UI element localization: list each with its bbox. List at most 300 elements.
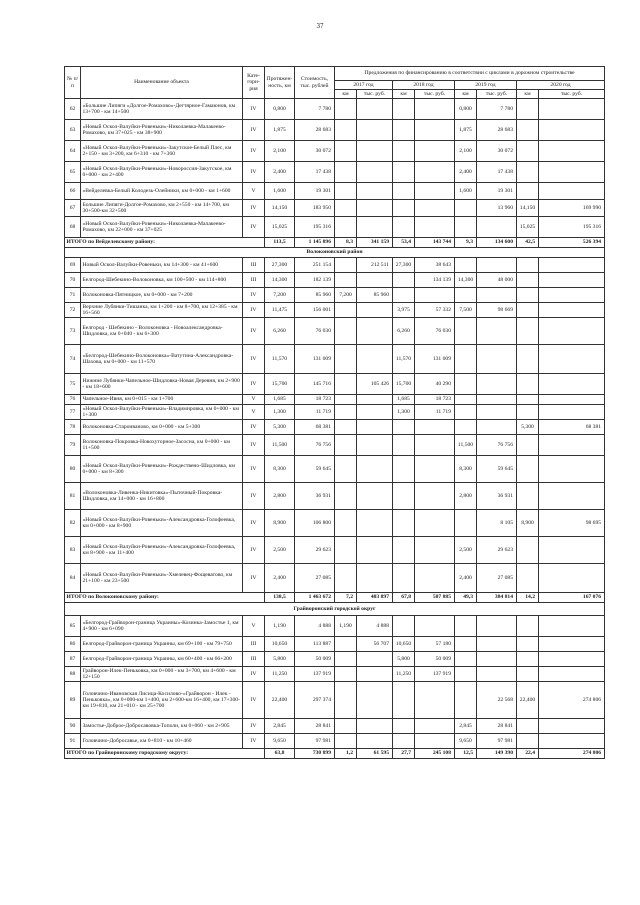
- km-2020: 8,900: [517, 510, 539, 537]
- rub-2019: [477, 395, 517, 405]
- object-name: «Белгород-Грайворон-граница Украины»-Козинка-Замостье 1, км 4+900 - км 6+090: [81, 616, 243, 637]
- rub-2020: [539, 99, 605, 120]
- table-row: [65, 345, 605, 374]
- km-2020: [517, 141, 539, 162]
- rub-2018: [415, 183, 455, 200]
- km-2017: [335, 303, 357, 318]
- rub-2019: [477, 667, 517, 682]
- table-row: [65, 483, 605, 510]
- object-name: Волоконовка-Староиваново, км 0+000 - км 5+300: [81, 420, 243, 435]
- row-number: 71: [65, 288, 81, 303]
- km-2019: 2,400: [455, 162, 477, 183]
- cost: 18 723: [295, 395, 335, 405]
- object-name: Замостье-Доброе-Добросавовка-Тополи, км 0+060 - км 2+905: [81, 719, 243, 734]
- rub-2017: [357, 273, 393, 288]
- rub-2020: [539, 303, 605, 318]
- subcol-rub: тыс. руб.: [477, 90, 517, 99]
- km-2018: 11,250: [393, 667, 415, 682]
- object-name: «Волоконовка-Ливенка-Никитовка»-Пыточный-Покровка-Шидловка, км 14+000 - км 16+800: [81, 483, 243, 510]
- table-row: [65, 564, 605, 593]
- cost: 59 645: [295, 456, 335, 483]
- total-rub-2019: 384 814: [477, 593, 517, 603]
- table-header: [65, 67, 605, 99]
- rub-2020: [539, 667, 605, 682]
- row-number: 67: [65, 200, 81, 217]
- km-2019: 1,600: [455, 183, 477, 200]
- object-name: Новый Оскол-Валуйки-Ровеньки, км 14+300 - км 41+600: [81, 258, 243, 273]
- rub-2017: [357, 652, 393, 667]
- km-2017: 7,200: [335, 288, 357, 303]
- row-number: 91: [65, 734, 81, 749]
- rub-2018: [415, 120, 455, 141]
- rub-2019: [477, 258, 517, 273]
- km-2020: [517, 99, 539, 120]
- table-row: [65, 435, 605, 456]
- total-km-2019: 9,3: [455, 238, 477, 248]
- row-number: 83: [65, 537, 81, 564]
- subcol-rub: тыс. руб.: [415, 90, 455, 99]
- km-2018: 1,685: [393, 395, 415, 405]
- km-2018: [393, 616, 415, 637]
- rub-2020: 274 806: [539, 682, 605, 719]
- km-2019: 2,100: [455, 141, 477, 162]
- length: 8,900: [265, 510, 295, 537]
- row-number: 88: [65, 667, 81, 682]
- total-km-2020: 14,2: [517, 593, 539, 603]
- rub-2019: 13 960: [477, 200, 517, 217]
- object-name: Чапельное-Ивня, км 0+015 - км 1+700: [81, 395, 243, 405]
- rub-2018: 18 723: [415, 395, 455, 405]
- cost: 113 887: [295, 637, 335, 652]
- km-2018: [393, 273, 415, 288]
- total-row: [65, 593, 605, 603]
- object-name: Головчино-Ивановская Лисица-Косилово-«Грайворон - Илек - Пеньковка», км 0+000-км 1+400, км 2+600-км 16+400, км 17+300-км 19+810, км 21+010 - км 25+700: [81, 682, 243, 719]
- cost: 27 085: [295, 564, 335, 593]
- km-2018: [393, 564, 415, 593]
- cost: 251 154: [295, 258, 335, 273]
- row-category: III: [243, 652, 265, 667]
- rub-2020: [539, 616, 605, 637]
- object-name: «Вейделевка-Белый Колодезь-Олейники, км 0+000 - км 1+600: [81, 183, 243, 200]
- km-2018: 3,975: [393, 303, 415, 318]
- col-cost: Стоимость, тыс. рублей: [295, 67, 335, 99]
- rub-2019: [477, 652, 517, 667]
- section-title: Грайворонский городской округ: [65, 603, 605, 616]
- total-km-2020: 42,5: [517, 238, 539, 248]
- cost: 106 800: [295, 510, 335, 537]
- total-rub-2020: 167 076: [539, 593, 605, 603]
- cost: 29 623: [295, 537, 335, 564]
- total-km-2018: 53,4: [393, 238, 415, 248]
- rub-2018: [415, 456, 455, 483]
- km-2018: [393, 719, 415, 734]
- length: 5,800: [265, 652, 295, 667]
- object-name: Верхние Лубянки-Тишанка, км 1+200 - км 8+700, км 12+385 - км 16+560: [81, 303, 243, 318]
- cost: 97 981: [295, 734, 335, 749]
- row-number: 76: [65, 395, 81, 405]
- rub-2017: 4 888: [357, 616, 393, 637]
- km-2017: [335, 405, 357, 420]
- rub-2018: 137 919: [415, 667, 455, 682]
- rub-2017: [357, 420, 393, 435]
- total-km-2020: 22,4: [517, 749, 539, 759]
- km-2019: [455, 652, 477, 667]
- km-2019: 2,400: [455, 564, 477, 593]
- total-rub-2018: 143 744: [415, 238, 455, 248]
- row-number: 69: [65, 258, 81, 273]
- km-2020: [517, 637, 539, 652]
- table-row: [65, 318, 605, 345]
- rub-2019: [477, 637, 517, 652]
- row-category: IV: [243, 734, 265, 749]
- table-row: [65, 734, 605, 749]
- length: 2,100: [265, 141, 295, 162]
- km-2017: [335, 637, 357, 652]
- row-number: 79: [65, 435, 81, 456]
- km-2019: 1,875: [455, 120, 477, 141]
- rub-2019: 8 105: [477, 510, 517, 537]
- rub-2019: [477, 616, 517, 637]
- total-label: ИТОГО по Грайворонскому городскому округу:: [65, 749, 265, 759]
- km-2020: [517, 564, 539, 593]
- row-category: IV: [243, 345, 265, 374]
- rub-2017: [357, 345, 393, 374]
- km-2020: [517, 318, 539, 345]
- cost: 28 683: [295, 120, 335, 141]
- row-number: 70: [65, 273, 81, 288]
- length: 2,800: [265, 483, 295, 510]
- year-2019: 2019 год: [455, 81, 517, 90]
- km-2018: 11,570: [393, 345, 415, 374]
- row-number: 81: [65, 483, 81, 510]
- table-row: [65, 162, 605, 183]
- rub-2019: [477, 345, 517, 374]
- total-row: [65, 238, 605, 248]
- km-2018: [393, 200, 415, 217]
- row-number: 75: [65, 374, 81, 395]
- rub-2017: [357, 667, 393, 682]
- total-cost: 1 145 896: [295, 238, 335, 248]
- row-category: IV: [243, 435, 265, 456]
- rub-2018: [415, 141, 455, 162]
- km-2017: [335, 420, 357, 435]
- page-number: 37: [316, 22, 324, 30]
- section-row: [65, 603, 605, 616]
- km-2020: 5,300: [517, 420, 539, 435]
- total-cost: 1 463 672: [295, 593, 335, 603]
- object-name: Белгород-Грайворон-граница Украины, км 69+100 - км 79+750: [81, 637, 243, 652]
- rub-2019: 98 669: [477, 303, 517, 318]
- cost: 156 001: [295, 303, 335, 318]
- km-2020: 22,400: [517, 682, 539, 719]
- km-2020: [517, 183, 539, 200]
- row-category: V: [243, 183, 265, 200]
- object-name: Волоконовка-Покровка-Новохуторное-Засосна, км 0+000 - км 11+500: [81, 435, 243, 456]
- km-2018: [393, 288, 415, 303]
- table-row: [65, 217, 605, 238]
- length: 15,025: [265, 217, 295, 238]
- rub-2018: [415, 435, 455, 456]
- row-category: IV: [243, 217, 265, 238]
- table-row: [65, 374, 605, 395]
- rub-2018: 131 009: [415, 345, 455, 374]
- year-2017: 2017 год: [335, 81, 393, 90]
- row-category: IV: [243, 99, 265, 120]
- cost: 76 030: [295, 318, 335, 345]
- rub-2018: 57 332: [415, 303, 455, 318]
- rub-2019: 17 438: [477, 162, 517, 183]
- total-rub-2018: 245 108: [415, 749, 455, 759]
- km-2020: [517, 537, 539, 564]
- length: 7,200: [265, 288, 295, 303]
- km-2019: 9,650: [455, 734, 477, 749]
- rub-2017: [357, 318, 393, 345]
- total-km-2017: 8,3: [335, 238, 357, 248]
- length: 2,500: [265, 537, 295, 564]
- rub-2020: [539, 162, 605, 183]
- km-2017: [335, 258, 357, 273]
- cost: 182 139: [295, 273, 335, 288]
- length: 22,400: [265, 682, 295, 719]
- rub-2017: [357, 141, 393, 162]
- row-category: IV: [243, 564, 265, 593]
- row-number: 90: [65, 719, 81, 734]
- table-body: [65, 99, 605, 759]
- km-2020: [517, 719, 539, 734]
- km-2017: [335, 141, 357, 162]
- year-2020: 2020 год: [517, 81, 605, 90]
- row-category: III: [243, 273, 265, 288]
- row-category: IV: [243, 303, 265, 318]
- cost: 137 919: [295, 667, 335, 682]
- table-row: [65, 652, 605, 667]
- km-2017: [335, 483, 357, 510]
- km-2019: [455, 288, 477, 303]
- km-2020: [517, 652, 539, 667]
- rub-2020: [539, 652, 605, 667]
- rub-2019: [477, 420, 517, 435]
- km-2019: 0,800: [455, 99, 477, 120]
- km-2020: [517, 303, 539, 318]
- km-2019: 14,300: [455, 273, 477, 288]
- subcol-km: км: [335, 90, 357, 99]
- km-2018: 10,650: [393, 637, 415, 652]
- km-2020: [517, 616, 539, 637]
- rub-2019: 28 683: [477, 120, 517, 141]
- cost: 19 301: [295, 183, 335, 200]
- km-2019: [455, 345, 477, 374]
- km-2017: [335, 734, 357, 749]
- rub-2020: [539, 183, 605, 200]
- rub-2020: [539, 318, 605, 345]
- total-rub-2017: 403 897: [357, 593, 393, 603]
- row-category: III: [243, 637, 265, 652]
- rub-2017: [357, 405, 393, 420]
- row-category: IV: [243, 374, 265, 395]
- cost: 11 719: [295, 405, 335, 420]
- km-2019: [455, 395, 477, 405]
- table-row: [65, 200, 605, 217]
- rub-2020: [539, 734, 605, 749]
- km-2018: [393, 483, 415, 510]
- total-rub-2019: 134 600: [477, 238, 517, 248]
- object-name: Белгород-Грайворон-граница Украины, км 60+400 - км 66+200: [81, 652, 243, 667]
- rub-2017: [357, 99, 393, 120]
- row-number: 74: [65, 345, 81, 374]
- rub-2020: [539, 637, 605, 652]
- rub-2017: 85 960: [357, 288, 393, 303]
- row-number: 64: [65, 141, 81, 162]
- cost: 7 780: [295, 99, 335, 120]
- length: 0,800: [265, 99, 295, 120]
- rub-2018: 57 180: [415, 637, 455, 652]
- col-num: № п/п: [65, 67, 81, 99]
- length: 8,300: [265, 456, 295, 483]
- rub-2020: [539, 273, 605, 288]
- km-2018: 5,800: [393, 652, 415, 667]
- cost: 85 960: [295, 288, 335, 303]
- km-2017: [335, 652, 357, 667]
- rub-2019: 97 981: [477, 734, 517, 749]
- rub-2017: [357, 162, 393, 183]
- rub-2017: [357, 682, 393, 719]
- cost: 17 438: [295, 162, 335, 183]
- length: 1,300: [265, 405, 295, 420]
- section-title: Волоконовский район: [65, 248, 605, 258]
- rub-2020: [539, 374, 605, 395]
- rub-2019: 7 780: [477, 99, 517, 120]
- rub-2017: [357, 183, 393, 200]
- rub-2017: [357, 510, 393, 537]
- km-2018: [393, 120, 415, 141]
- total-row: [65, 749, 605, 759]
- rub-2019: 48 000: [477, 273, 517, 288]
- rub-2020: [539, 345, 605, 374]
- km-2020: [517, 667, 539, 682]
- rub-2019: [477, 374, 517, 395]
- rub-2019: 27 085: [477, 564, 517, 593]
- table-row: [65, 456, 605, 483]
- rub-2017: [357, 719, 393, 734]
- table-row: [65, 273, 605, 288]
- object-name: «Новый Оскол-Валуйки-Ровеньки»-Новороссия-Закутское, км 0+000 - км 2+400: [81, 162, 243, 183]
- length: 2,845: [265, 719, 295, 734]
- length: 6,260: [265, 318, 295, 345]
- rub-2020: [539, 564, 605, 593]
- rub-2019: 19 301: [477, 183, 517, 200]
- total-km-2018: 67,8: [393, 593, 415, 603]
- row-category: IV: [243, 420, 265, 435]
- km-2019: [455, 420, 477, 435]
- table-row: [65, 395, 605, 405]
- rub-2020: [539, 141, 605, 162]
- cost: 195 316: [295, 217, 335, 238]
- rub-2018: [415, 734, 455, 749]
- km-2018: [393, 510, 415, 537]
- km-2018: [393, 217, 415, 238]
- rub-2019: [477, 288, 517, 303]
- length: 1,600: [265, 183, 295, 200]
- km-2019: [455, 318, 477, 345]
- rub-2018: [415, 483, 455, 510]
- row-category: V: [243, 395, 265, 405]
- rub-2018: [415, 537, 455, 564]
- total-length: 138,5: [265, 593, 295, 603]
- km-2020: [517, 483, 539, 510]
- total-cost: 730 899: [295, 749, 335, 759]
- km-2017: [335, 183, 357, 200]
- section-row: [65, 248, 605, 258]
- km-2018: [393, 682, 415, 719]
- rub-2017: [357, 456, 393, 483]
- table-row: [65, 405, 605, 420]
- km-2017: [335, 99, 357, 120]
- km-2018: 15,700: [393, 374, 415, 395]
- km-2018: 6,260: [393, 318, 415, 345]
- object-name: «Новый Оскол-Валуйки-Ровеньки»-Николаевка-Малакеево-Ромахово, км 37+025 - км 38+900: [81, 120, 243, 141]
- total-rub-2017: 341 159: [357, 238, 393, 248]
- rub-2019: [477, 217, 517, 238]
- rub-2017: 56 707: [357, 637, 393, 652]
- cost: 131 009: [295, 345, 335, 374]
- table-row: [65, 99, 605, 120]
- km-2020: [517, 456, 539, 483]
- km-2019: 11,500: [455, 435, 477, 456]
- cost: 30 072: [295, 141, 335, 162]
- object-name: Большие Липяги-Долгое-Ромахово, км 2+550 - км 14+700, км 30+500-км 32+500: [81, 200, 243, 217]
- km-2019: [455, 405, 477, 420]
- km-2018: [393, 183, 415, 200]
- row-number: 84: [65, 564, 81, 593]
- rub-2018: [415, 564, 455, 593]
- km-2020: 14,150: [517, 200, 539, 217]
- km-2018: [393, 420, 415, 435]
- rub-2020: [539, 456, 605, 483]
- length: 10,650: [265, 637, 295, 652]
- row-number: 73: [65, 318, 81, 345]
- km-2019: [455, 682, 477, 719]
- rub-2018: 50 009: [415, 652, 455, 667]
- object-name: «Новый Оскол-Валуйки-Ровеньки»-Александровка-Голофеевка, км 8+900 - км 11+400: [81, 537, 243, 564]
- total-rub-2017: 61 595: [357, 749, 393, 759]
- object-name: «Новый Оскол-Валуйки-Ровеньки»-Хмелевец-Фощеватово, км 21+100 - км 23+500: [81, 564, 243, 593]
- year-2018: 2018 год: [393, 81, 455, 90]
- total-km-2019: 49,3: [455, 593, 477, 603]
- row-category: V: [243, 405, 265, 420]
- km-2019: 2,500: [455, 537, 477, 564]
- rub-2020: 98 695: [539, 510, 605, 537]
- row-category: IV: [243, 120, 265, 141]
- road-financing-table: [64, 66, 605, 759]
- row-number: 65: [65, 162, 81, 183]
- cost: 183 950: [295, 200, 335, 217]
- km-2020: [517, 374, 539, 395]
- rub-2019: 28 841: [477, 719, 517, 734]
- rub-2017: [357, 303, 393, 318]
- table-row: [65, 120, 605, 141]
- rub-2020: [539, 395, 605, 405]
- rub-2019: 59 645: [477, 456, 517, 483]
- col-length: Протяжен-ность, км: [265, 67, 295, 99]
- km-2019: [455, 667, 477, 682]
- km-2017: [335, 510, 357, 537]
- length: 1,190: [265, 616, 295, 637]
- row-category: IV: [243, 141, 265, 162]
- object-name: Волоконовка-Пятницкое, км 0+000 - км 7+200: [81, 288, 243, 303]
- row-number: 63: [65, 120, 81, 141]
- total-rub-2020: 526 394: [539, 238, 605, 248]
- km-2017: [335, 682, 357, 719]
